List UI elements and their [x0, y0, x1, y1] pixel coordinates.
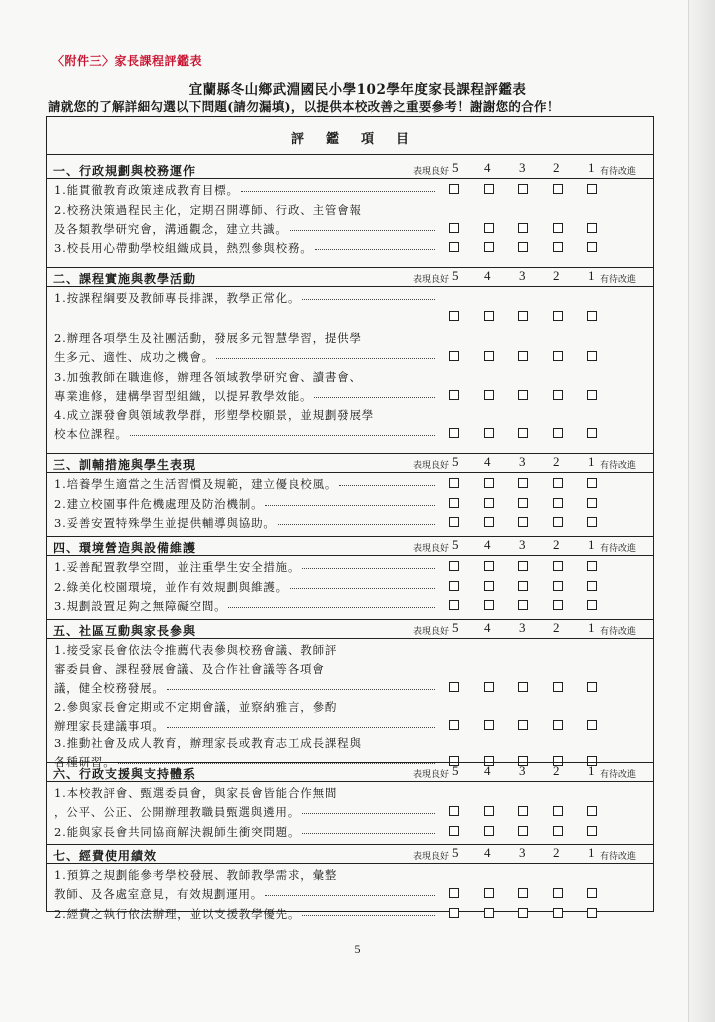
item-text-line: [54, 291, 435, 306]
rating-checkbox-4[interactable]: [484, 826, 494, 836]
rating-checkbox-2[interactable]: [553, 826, 563, 836]
scale-2: 2: [553, 268, 560, 283]
scale-label-good: 表現良好: [413, 852, 450, 862]
rating-checkbox-5[interactable]: [449, 561, 459, 571]
scale-label-improve: 有待改進: [600, 627, 637, 637]
rating-checkbox-2[interactable]: [553, 311, 563, 321]
scale-5: 5: [452, 268, 459, 283]
item-text-line: [54, 786, 337, 801]
evaluation-header-label: 評鑑項目: [290, 132, 431, 147]
rating-checkbox-1[interactable]: [587, 478, 597, 488]
rating-checkbox-4[interactable]: [484, 428, 494, 438]
rating-checkbox-3[interactable]: [518, 720, 528, 730]
scale-1: 1: [588, 268, 595, 283]
rating-checkbox-3[interactable]: [518, 682, 528, 692]
rating-checkbox-4[interactable]: [484, 478, 494, 488]
scale-2: 2: [553, 763, 560, 778]
item-text: 教師、及各處室意見，有效規劃運用。: [54, 887, 264, 901]
section-counseling-students: [47, 453, 653, 536]
section-title: 二、課程實施與教學活動: [53, 272, 197, 286]
rating-checkboxes: [47, 888, 653, 900]
scale-label-improve: 有待改進: [600, 167, 637, 177]
rating-checkbox-3[interactable]: [518, 908, 528, 918]
rating-checkbox-3[interactable]: [518, 826, 528, 836]
item-text-line: [54, 203, 362, 218]
item-text: 各種研習。: [54, 755, 116, 769]
rating-checkbox-2[interactable]: [553, 888, 563, 898]
rating-checkbox-2[interactable]: [553, 223, 563, 233]
item-text-line: [54, 643, 337, 658]
rating-checkboxes: [47, 720, 653, 732]
scale-3: 3: [519, 537, 526, 552]
scale-5: 5: [452, 454, 459, 469]
rating-checkbox-5[interactable]: [449, 184, 459, 194]
rating-checkbox-2[interactable]: [553, 908, 563, 918]
item-text: 1.預算之規劃能參考學校發展、教師教學需求，彙整: [54, 868, 338, 882]
scale-4: 4: [484, 160, 491, 175]
rating-checkboxes: [47, 223, 653, 235]
section-title: 四、環境營造與設備維護: [53, 541, 197, 555]
section-community-parents: [47, 619, 653, 769]
item-text: 1.培養學生適當之生活習慣及規範，建立優良校風。: [54, 477, 338, 491]
rating-checkbox-5[interactable]: [449, 478, 459, 488]
scale-1: 1: [588, 763, 595, 778]
section-header: [47, 536, 653, 556]
scale-2: 2: [553, 537, 560, 552]
rating-checkbox-5[interactable]: [449, 390, 459, 400]
rating-checkbox-2[interactable]: [553, 351, 563, 361]
intro-instructions: 請就您的了解詳細勾選以下問題(請勿漏填)，以提供本校改善之重要參考！謝謝您的合作！: [48, 99, 560, 114]
rating-checkbox-4[interactable]: [484, 498, 494, 508]
rating-checkbox-1[interactable]: [587, 428, 597, 438]
scale-label-good: 表現良好: [413, 627, 450, 637]
scale-4: 4: [484, 845, 491, 860]
section-environment-facilities: [47, 536, 653, 619]
rating-checkbox-5[interactable]: [449, 826, 459, 836]
rating-checkbox-1[interactable]: [587, 888, 597, 898]
item-text-line: [54, 662, 325, 677]
rating-checkbox-3[interactable]: [518, 806, 528, 816]
rating-checkbox-3[interactable]: [518, 242, 528, 252]
item-text: 校本位課程。: [54, 427, 128, 441]
rating-checkbox-1[interactable]: [587, 517, 597, 527]
scale-label-improve: 有待改進: [600, 461, 637, 471]
rating-checkbox-1[interactable]: [587, 184, 597, 194]
scale-label-improve: 有待改進: [600, 275, 637, 285]
scale-3: 3: [519, 454, 526, 469]
section-admin-planning: [47, 159, 653, 267]
section-title: 三、訓輔措施與學生表現: [53, 458, 197, 472]
rating-checkboxes: [47, 682, 653, 694]
item-text-line: [54, 408, 374, 423]
rating-checkbox-5[interactable]: [449, 311, 459, 321]
rating-checkbox-5[interactable]: [449, 806, 459, 816]
scale-2: 2: [553, 620, 560, 635]
scale-3: 3: [519, 620, 526, 635]
item-text: 2.建立校園事件危機處理及防治機制。: [54, 497, 264, 511]
scale-1: 1: [588, 454, 595, 469]
scale-label-good: 表現良好: [413, 461, 450, 471]
scale-5: 5: [452, 763, 459, 778]
rating-checkboxes: [47, 390, 653, 402]
rating-checkbox-3[interactable]: [518, 390, 528, 400]
rating-checkboxes: [47, 908, 653, 920]
item-text: 2.校務決策過程民主化，定期召開導師、行政、主管會報: [54, 203, 362, 217]
evaluation-form: [46, 116, 654, 921]
rating-checkbox-2[interactable]: [553, 390, 563, 400]
rating-checkbox-5[interactable]: [449, 581, 459, 591]
rating-checkbox-4[interactable]: [484, 517, 494, 527]
scale-4: 4: [484, 763, 491, 778]
rating-checkbox-3[interactable]: [518, 184, 528, 194]
section-header: [47, 844, 653, 864]
rating-checkbox-4[interactable]: [484, 806, 494, 816]
item-text: 3.妥善安置特殊學生並提供輔導與協助。: [54, 516, 276, 530]
section-title: 一、行政規劃與校務運作: [53, 164, 197, 178]
rating-checkbox-1[interactable]: [587, 561, 597, 571]
rating-checkbox-4[interactable]: [484, 888, 494, 898]
rating-checkbox-3[interactable]: [518, 581, 528, 591]
rating-checkbox-3[interactable]: [518, 478, 528, 488]
item-text: 3.校長用心帶動學校組織成員，熱烈參與校務。: [54, 241, 313, 255]
rating-checkbox-5[interactable]: [449, 682, 459, 692]
rating-checkbox-3[interactable]: [518, 600, 528, 610]
rating-checkboxes: [47, 351, 653, 363]
scale-4: 4: [484, 537, 491, 552]
scale-3: 3: [519, 763, 526, 778]
rating-checkbox-4[interactable]: [484, 720, 494, 730]
evaluation-header: [47, 117, 653, 155]
item-text: 2.綠美化校園環境，並作有效規劃與維護。: [54, 580, 288, 594]
item-text-line: [54, 370, 362, 385]
scale-2: 2: [553, 845, 560, 860]
section-header: [47, 267, 653, 287]
scale-label-good: 表現良好: [413, 544, 450, 554]
section-header: [47, 762, 653, 782]
scale-1: 1: [588, 845, 595, 860]
rating-checkbox-2[interactable]: [553, 561, 563, 571]
rating-checkbox-1[interactable]: [587, 600, 597, 610]
rating-checkbox-1[interactable]: [587, 908, 597, 918]
scale-4: 4: [484, 454, 491, 469]
rating-checkbox-5[interactable]: [449, 242, 459, 252]
rating-checkbox-4[interactable]: [484, 184, 494, 194]
item-text: ，公平、公正、公開辦理教職員甄選與遴用。: [54, 805, 300, 819]
rating-checkboxes: [47, 428, 653, 440]
scale-5: 5: [452, 845, 459, 860]
rating-checkbox-2[interactable]: [553, 720, 563, 730]
section-title: 六、行政支援與支持體系: [53, 767, 197, 781]
rating-checkbox-1[interactable]: [587, 242, 597, 252]
rating-checkbox-4[interactable]: [484, 908, 494, 918]
rating-checkbox-3[interactable]: [518, 428, 528, 438]
section-title: 五、社區互動與家長參與: [53, 624, 197, 638]
item-text: 1.接受家長會依法令推薦代表參與校務會議、教師評: [54, 643, 338, 657]
item-text: 2.能與家長會共同協商解決親師生衝突問題。: [54, 825, 301, 839]
scale-5: 5: [452, 620, 459, 635]
rating-checkboxes: [47, 561, 653, 573]
scale-label-improve: 有待改進: [600, 544, 637, 554]
page-edge-shadow: [688, 0, 715, 1022]
item-text: 3.規劃設置足夠之無障礙空間。: [54, 599, 227, 613]
rating-checkbox-4[interactable]: [484, 351, 494, 361]
rating-checkboxes: [47, 517, 653, 529]
rating-checkbox-1[interactable]: [587, 826, 597, 836]
rating-checkbox-2[interactable]: [553, 242, 563, 252]
item-text: 4.成立課發會與領域教學群，形塑學校願景，並規劃發展學: [54, 408, 375, 422]
rating-checkbox-5[interactable]: [449, 600, 459, 610]
scale-label-good: 表現良好: [413, 167, 450, 177]
rating-checkbox-1[interactable]: [587, 351, 597, 361]
rating-checkbox-1[interactable]: [587, 682, 597, 692]
rating-checkbox-3[interactable]: [518, 517, 528, 527]
scale-label-good: 表現良好: [413, 770, 450, 780]
rating-checkboxes: [47, 600, 653, 612]
rating-checkboxes: [47, 581, 653, 593]
item-text-line: [54, 331, 362, 346]
rating-checkbox-2[interactable]: [553, 517, 563, 527]
scale-4: 4: [484, 268, 491, 283]
rating-checkbox-2[interactable]: [553, 600, 563, 610]
rating-checkbox-3[interactable]: [518, 888, 528, 898]
scale-5: 5: [452, 537, 459, 552]
rating-checkboxes: [47, 498, 653, 510]
rating-checkbox-4[interactable]: [484, 242, 494, 252]
rating-checkbox-3[interactable]: [518, 351, 528, 361]
rating-checkbox-3[interactable]: [518, 498, 528, 508]
scale-label-improve: 有待改進: [600, 852, 637, 862]
rating-checkbox-1[interactable]: [587, 806, 597, 816]
rating-checkboxes: [47, 826, 653, 838]
scale-1: 1: [588, 537, 595, 552]
rating-checkbox-1[interactable]: [587, 581, 597, 591]
rating-checkbox-3[interactable]: [518, 561, 528, 571]
item-text: 1.妥善配置教學空間，並注重學生安全措施。: [54, 560, 301, 574]
rating-checkbox-4[interactable]: [484, 390, 494, 400]
scale-2: 2: [553, 454, 560, 469]
attachment-label: 〈附件三〉家長課程評鑑表: [52, 54, 203, 68]
item-text: 2.參與家長會定期或不定期會議，並察納雅言，參酌: [54, 700, 338, 714]
rating-checkbox-1[interactable]: [587, 223, 597, 233]
rating-checkbox-1[interactable]: [587, 720, 597, 730]
rating-checkbox-4[interactable]: [484, 600, 494, 610]
rating-checkbox-2[interactable]: [553, 478, 563, 488]
rating-checkbox-2[interactable]: [553, 581, 563, 591]
rating-checkbox-5[interactable]: [449, 517, 459, 527]
scale-4: 4: [484, 620, 491, 635]
item-text: 生多元、適性、成功之機會。: [54, 350, 214, 364]
rating-checkbox-5[interactable]: [449, 720, 459, 730]
rating-checkbox-5[interactable]: [449, 908, 459, 918]
item-text: 審委員會、課程發展會議、及合作社會議等各項會: [54, 662, 325, 676]
rating-checkbox-4[interactable]: [484, 311, 494, 321]
rating-checkbox-2[interactable]: [553, 498, 563, 508]
document-title: 宜蘭縣冬山鄉武淵國民小學102學年度家長課程評鑑表: [188, 82, 527, 98]
scale-2: 2: [553, 160, 560, 175]
scale-1: 1: [588, 620, 595, 635]
section-curriculum-teaching: [47, 267, 653, 453]
rating-checkbox-5[interactable]: [449, 498, 459, 508]
item-text-line: [54, 868, 337, 883]
page-number: 5: [354, 942, 361, 956]
section-title: 七、經費使用績效: [53, 849, 158, 863]
rating-checkbox-4[interactable]: [484, 581, 494, 591]
scale-3: 3: [519, 268, 526, 283]
rating-checkboxes: [47, 311, 653, 323]
section-admin-support: [47, 762, 653, 844]
rating-checkbox-5[interactable]: [449, 888, 459, 898]
scale-1: 1: [588, 160, 595, 175]
rating-checkboxes: [47, 184, 653, 196]
item-text: 專業進修，建構學習型組織，以提昇教學效能。: [54, 389, 313, 403]
section-header: [47, 619, 653, 639]
scale-3: 3: [519, 845, 526, 860]
item-text: 1.能貫徹教育政策達成教育目標。: [54, 183, 239, 197]
rating-checkbox-2[interactable]: [553, 682, 563, 692]
rating-checkboxes: [47, 242, 653, 254]
rating-checkbox-3[interactable]: [518, 223, 528, 233]
item-text: 2.經費之執行依法辦理，並以支援教學優先。: [54, 907, 301, 921]
item-text: 3.推動社會及成人教育，辦理家長或教育志工成長課程與: [54, 736, 362, 750]
rating-checkbox-5[interactable]: [449, 223, 459, 233]
section-budget-performance: [47, 844, 653, 921]
scale-label-good: 表現良好: [413, 275, 450, 285]
rating-checkboxes: [47, 806, 653, 818]
scale-5: 5: [452, 160, 459, 175]
item-text: 1.本校教評會、甄選委員會，與家長會皆能合作無間: [54, 786, 338, 800]
rating-checkbox-3[interactable]: [518, 311, 528, 321]
rating-checkbox-2[interactable]: [553, 806, 563, 816]
dotted-leader: [302, 299, 435, 300]
section-header: [47, 453, 653, 473]
rating-checkbox-4[interactable]: [484, 682, 494, 692]
rating-checkbox-1[interactable]: [587, 498, 597, 508]
item-text: 3.加強教師在職進修，辦理各領域教學研究會、讀書會、: [54, 370, 362, 384]
rating-checkbox-4[interactable]: [484, 223, 494, 233]
rating-checkbox-2[interactable]: [553, 428, 563, 438]
section-header: [47, 159, 653, 179]
item-text: 及各類教學研究會，溝通觀念，建立共識。: [54, 222, 288, 236]
rating-checkbox-1[interactable]: [587, 390, 597, 400]
scale-label-improve: 有待改進: [600, 770, 637, 780]
rating-checkbox-5[interactable]: [449, 351, 459, 361]
rating-checkbox-1[interactable]: [587, 311, 597, 321]
item-text: 1.按課程綱要及教師專長排課，教學正常化。: [54, 291, 301, 305]
rating-checkbox-2[interactable]: [553, 184, 563, 194]
item-text-line: [54, 700, 337, 715]
rating-checkbox-5[interactable]: [449, 428, 459, 438]
item-text: 2.辦理各項學生及社團活動，發展多元智慧學習，提供學: [54, 331, 362, 345]
rating-checkbox-4[interactable]: [484, 561, 494, 571]
item-text-line: [54, 736, 362, 751]
item-text: 議，健全校務發展。: [54, 681, 165, 695]
rating-checkboxes: [47, 478, 653, 490]
scale-3: 3: [519, 160, 526, 175]
item-text: 辦理家長建議事項。: [54, 719, 165, 733]
